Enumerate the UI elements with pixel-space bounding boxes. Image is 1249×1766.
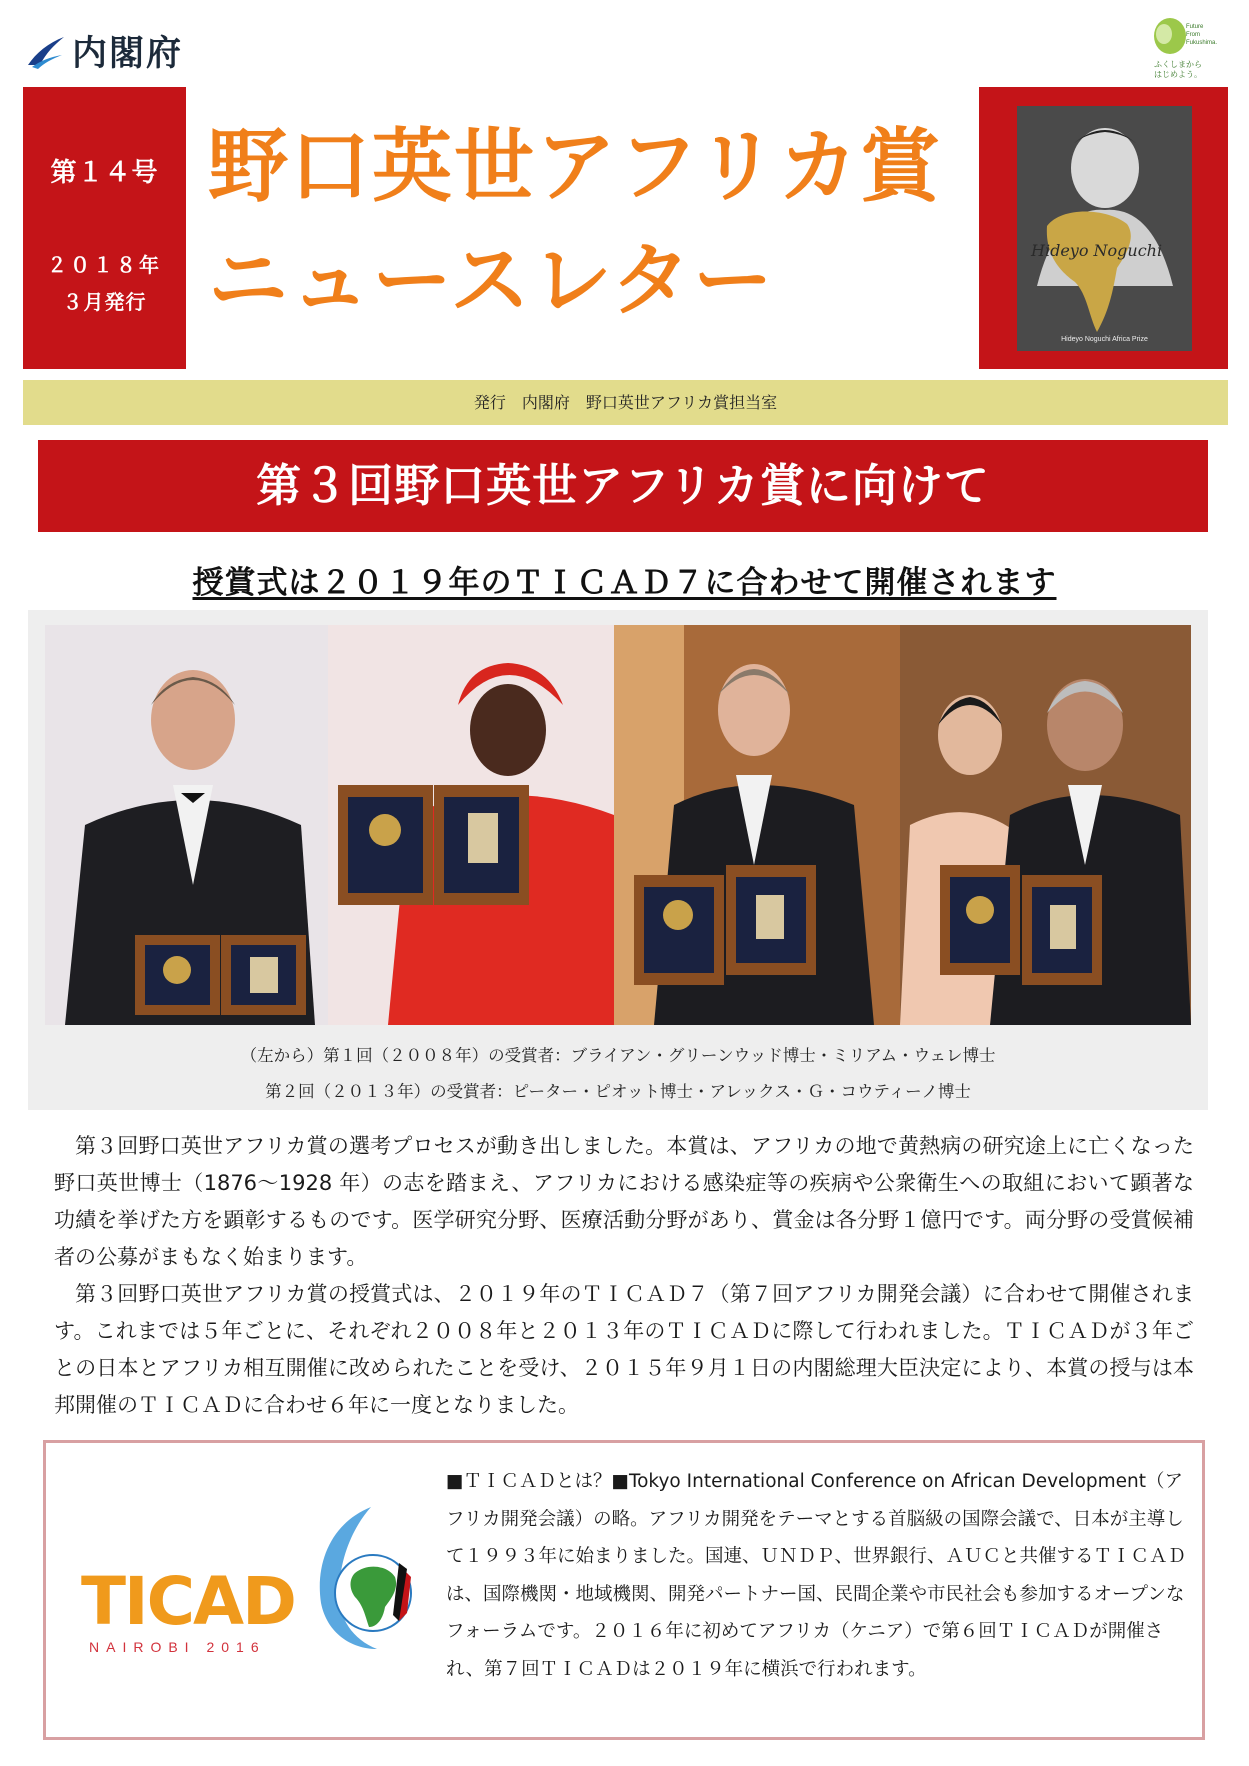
ticad-globe-icon <box>311 1503 416 1653</box>
ticad-logo-word: TICAD <box>81 1563 295 1640</box>
issue-number: 第１４号 <box>50 158 159 188</box>
article-paragraph: 第３回野口英世アフリカ賞の授賞式は、２０１９年のＴＩＣＡＤ７（第７回アフリカ開発会議）に合わせて開催されます。これまでは５年ごとに、それぞれ２００８年と２０１３年のＴＩＣＡＤに際して行われました。ＴＩＣＡＤが３年ごとの日本とアフリカ相互開催に改められたことを受け、２０１５年９月１日の内閣総理大臣決定により、本賞の授与は本邦開催のＴＩＣＡＤに合わせ６年に一度となりました。 <box>54 1282 1194 1417</box>
issue-info-box <box>23 87 186 369</box>
ticad-description: ■ＴＩＣＡＤとは？■Tokyo International Conference on African Development（アフリカ開発会議）の略。アフリカ開発をテーマとする首脳級の国際会議で、日本が主導して１９９３年に始まりました。国連、ＵＮＤＰ、世界銀行、ＡＵＣと共催するＴＩＣＡＤは、国際機関・地域機関、開発パートナー国、民間企業や市民社会も参加するオープンなフォーラムです。２０１６年に初めてアフリカ（ケニア）で第６回ＴＩＣＡＤが開催され、第７回ＴＩＣＡＤは２０１９年に横浜で行われます。 <box>446 1471 1187 1680</box>
issue-published: ３月発行 <box>62 290 147 314</box>
ticad-logo <box>81 1503 416 1653</box>
newsletter-title-line2: ニュースレター <box>208 234 775 327</box>
photo-coutinho <box>900 625 1191 1025</box>
photo-caption-line2: 第２回（２０１３年）の受賞者：ピーター・ピオット博士・アレックス・Ｇ・コウティーノ博士 <box>265 1082 971 1101</box>
noguchi-portrait-image <box>1017 106 1192 351</box>
article-body <box>54 1128 1194 1424</box>
org-name: 内閣府 <box>72 34 184 74</box>
publisher-bar: 発行 内閣府 野口英世アフリカ賞担当室 <box>23 380 1228 425</box>
issue-year: ２０１８年 <box>47 253 162 277</box>
fukushima-leaf-icon <box>1148 14 1218 60</box>
photo-greenwood <box>45 625 328 1025</box>
cabinet-office-emblem-icon <box>26 31 66 71</box>
photo-piot <box>614 625 900 1025</box>
laureates-photo-panel <box>28 610 1208 1110</box>
subheading: 授賞式は２０１９年のＴＩＣＡＤ７に合わせて開催されます <box>192 565 1057 601</box>
ticad-info-box <box>43 1440 1205 1740</box>
svg-text:From: From <box>1186 32 1200 38</box>
article-paragraph: 第３回野口英世アフリカ賞の選考プロセスが動き出しました。本賞は、アフリカの地で黄熱病の研究途上に亡くなった野口英世博士（1876～1928 年）の志を踏まえ、アフリカにおける感染症等の疾病や公衆衛生への取組において顕著な功績を挙げた方を顕彰するものです。医学研究分野、医療活動分野があり、賞金は各分野１億円です。両分野の受賞候補者の公募がまもなく始まります。 <box>54 1134 1194 1269</box>
photo-caption-line1: （左から）第１回（２００８年）の受賞者：ブライアン・グリーンウッド博士・ミリアム・ウェレ博士 <box>240 1046 996 1065</box>
cabinet-office-logo <box>26 26 183 76</box>
newsletter-title-line1: 野口英世アフリカ賞 <box>208 120 942 213</box>
fukushima-logo <box>1143 14 1218 82</box>
noguchi-portrait-frame <box>979 87 1228 369</box>
photo-were <box>328 625 614 1025</box>
portrait-caption: Hideyo Noguchi Africa Prize <box>1061 336 1148 343</box>
fukushima-tagline: ふくしまから はじめよう。 <box>1154 60 1202 79</box>
svg-text:Future: Future <box>1186 24 1204 30</box>
section-banner: 第３回野口英世アフリカ賞に向けて <box>38 440 1208 532</box>
svg-text:Fukushima.: Fukushima. <box>1186 40 1218 46</box>
ticad-logo-subtitle: NAIROBI 2016 <box>89 1639 266 1655</box>
signature-text: Hideyo Noguchi <box>1031 241 1163 260</box>
